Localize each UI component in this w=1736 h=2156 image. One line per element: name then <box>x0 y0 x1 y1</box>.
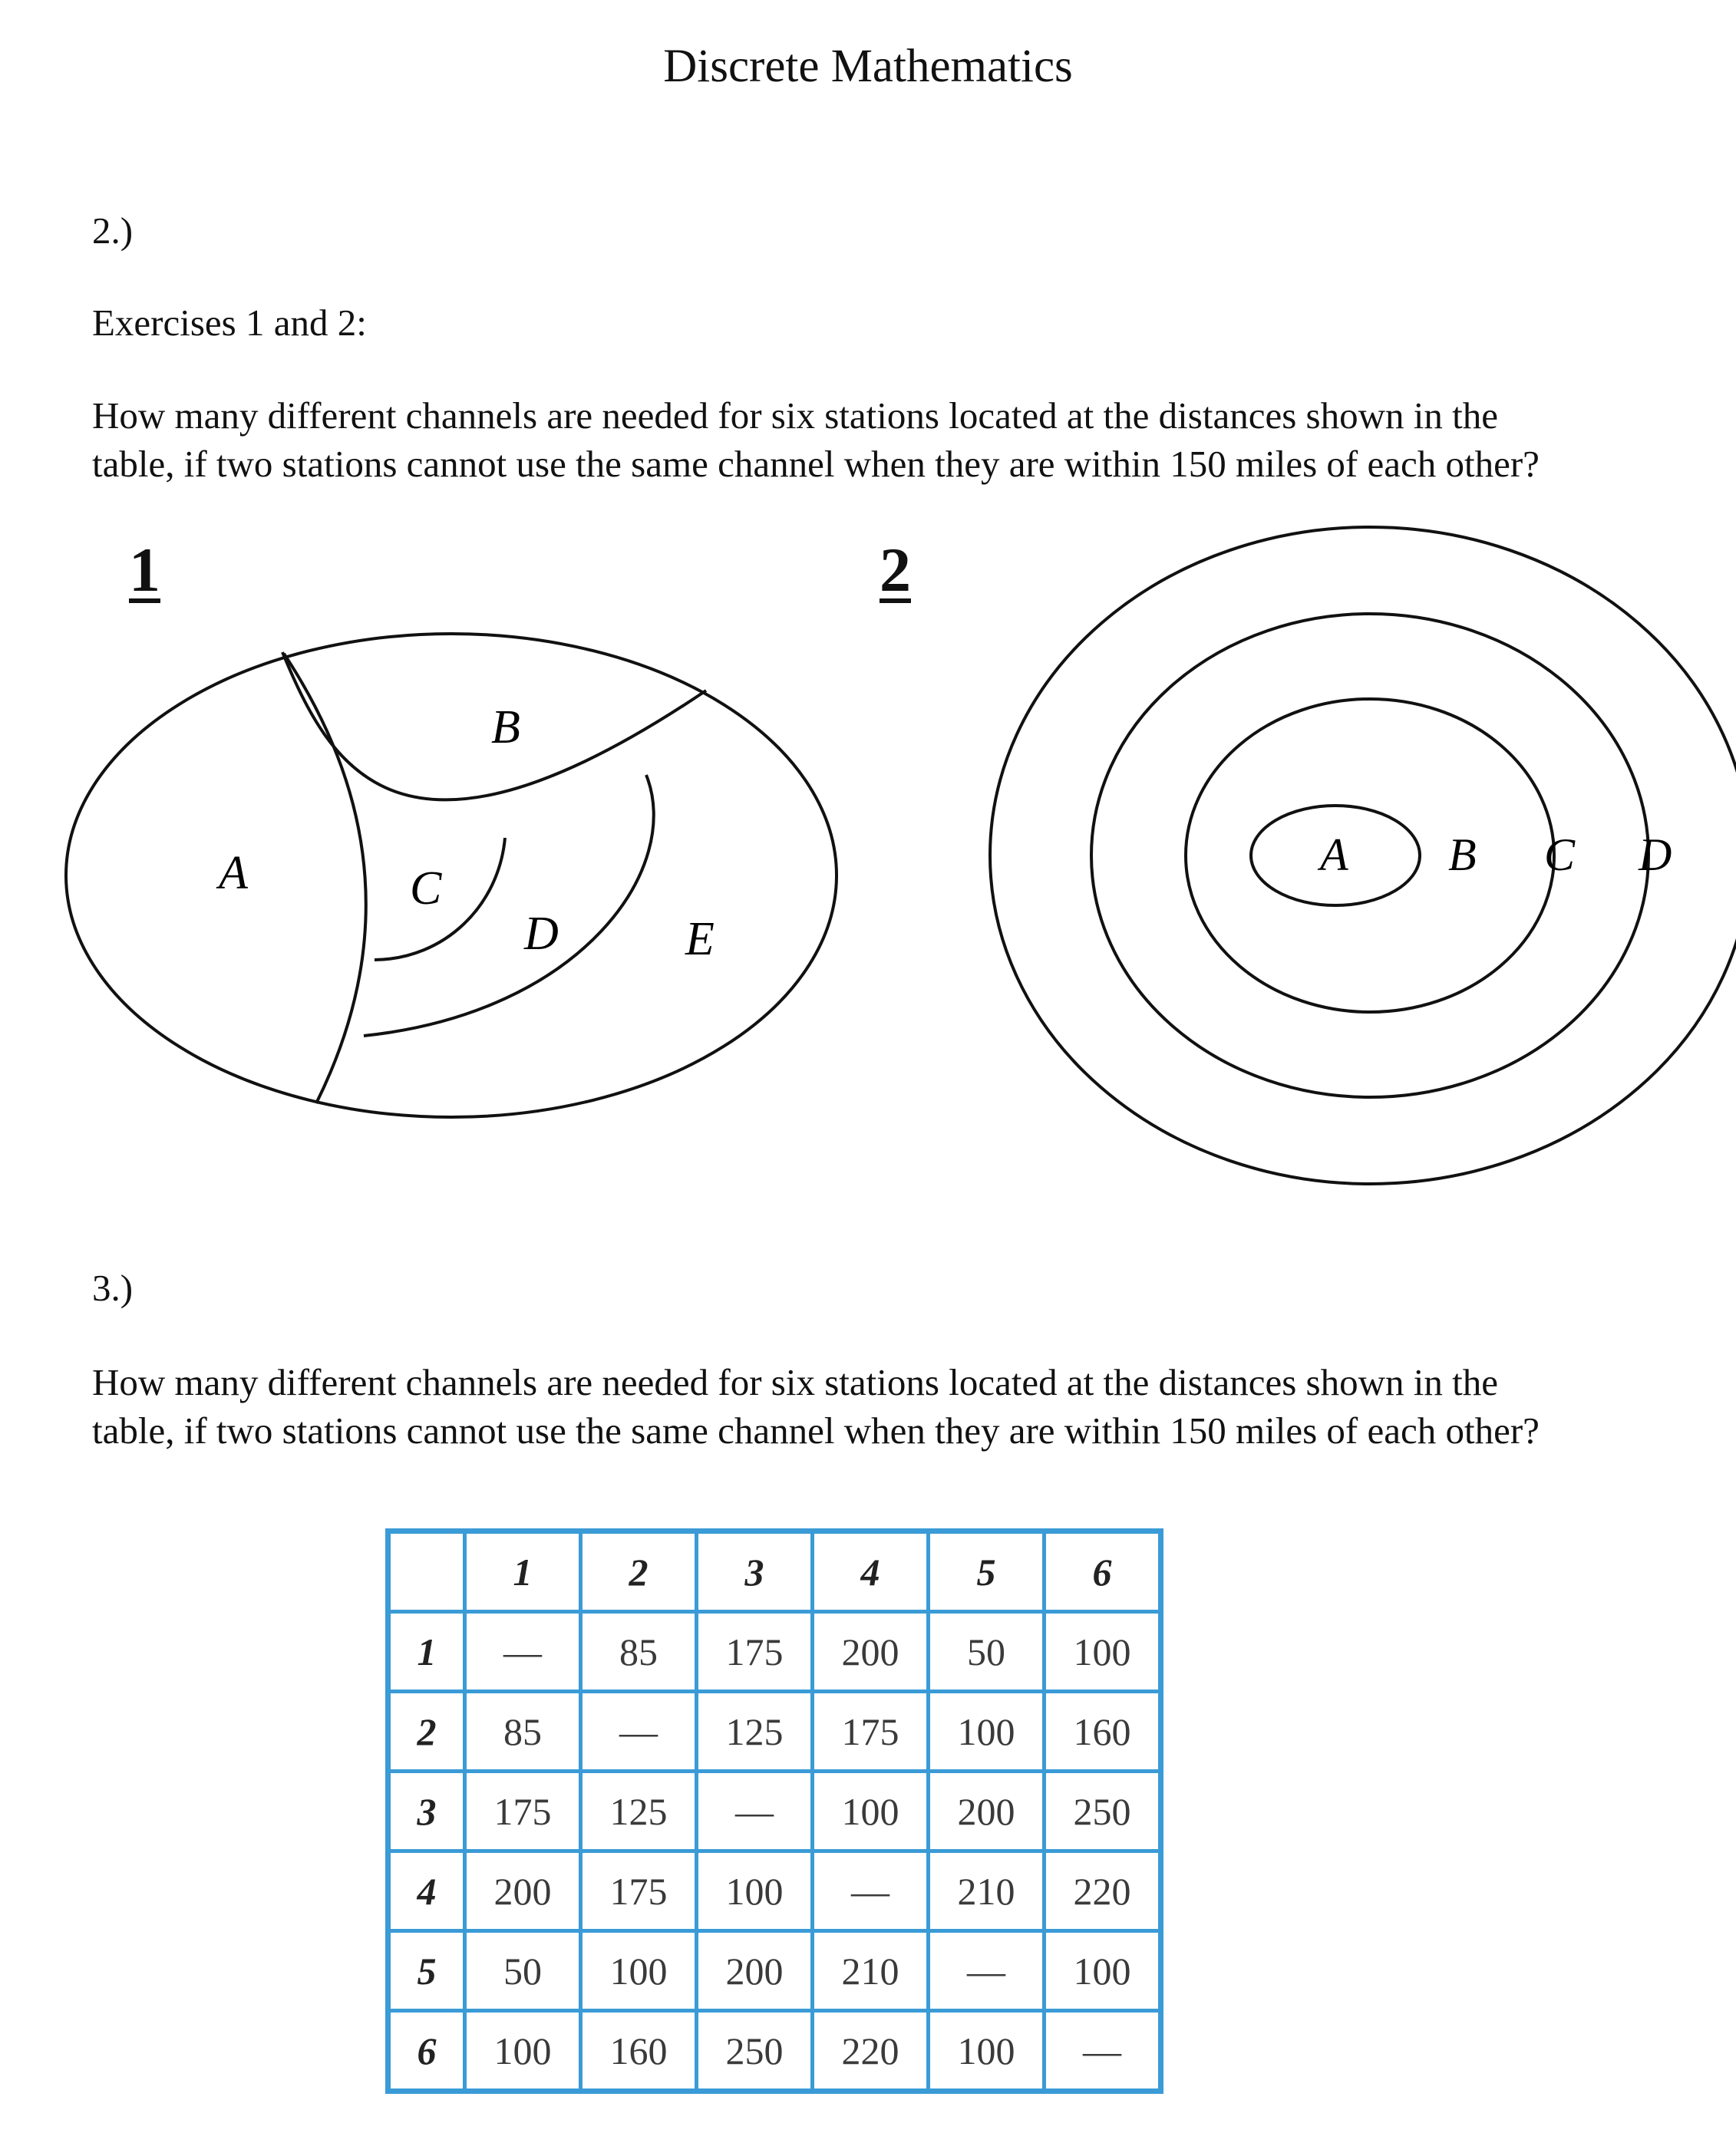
exercises-label: Exercises 1 and 2: <box>92 302 367 344</box>
boundary-d <box>364 775 654 1036</box>
table-cell: 125 <box>697 1692 813 1772</box>
column-header: 1 <box>465 1531 581 1612</box>
table-row <box>388 1931 1161 2011</box>
column-header: 3 <box>697 1531 813 1612</box>
table-cell: — <box>929 1931 1045 2011</box>
row-header: 6 <box>388 2011 465 2092</box>
ring-a-label: A <box>1320 829 1348 880</box>
table-cell: 100 <box>697 1851 813 1931</box>
column-header: 4 <box>813 1531 929 1612</box>
table-cell: 160 <box>581 2011 697 2092</box>
table-cell: 100 <box>581 1931 697 2011</box>
ring-c-label: C <box>1544 829 1576 880</box>
question-2-label: 2.) <box>92 209 134 252</box>
ring-d <box>990 527 1736 1184</box>
table-cell: 100 <box>465 2011 581 2092</box>
table-header-row <box>388 1531 1161 1612</box>
table-cell: 175 <box>581 1851 697 1931</box>
table-cell: 85 <box>465 1692 581 1772</box>
table-cell: 100 <box>929 2011 1045 2092</box>
table-cell: 100 <box>929 1692 1045 1772</box>
outer-boundary <box>66 634 837 1117</box>
table-cell: 200 <box>813 1612 929 1692</box>
region-e-label: E <box>685 913 715 965</box>
table-cell: 210 <box>929 1851 1045 1931</box>
table-cell: 160 <box>1045 1692 1161 1772</box>
question-3-line-2: table, if two stations cannot use the same channel when they are within 150 miles of each other? <box>92 1409 1540 1452</box>
table-cell: 100 <box>1045 1612 1161 1692</box>
region-c-label: C <box>410 862 442 915</box>
question-3-line-1: How many different channels are needed for six stations located at the distances shown in the <box>92 1361 1498 1403</box>
table-cell: 85 <box>581 1612 697 1692</box>
ring-d-label: D <box>1639 829 1672 880</box>
table-cell: 250 <box>1045 1772 1161 1851</box>
column-header: 5 <box>929 1531 1045 1612</box>
table-corner-cell <box>388 1531 465 1612</box>
column-header: 2 <box>581 1531 697 1612</box>
figure-2-number: 2 <box>880 535 911 605</box>
column-header: 6 <box>1045 1531 1161 1612</box>
table-cell: — <box>813 1851 929 1931</box>
table-cell: 50 <box>465 1931 581 2011</box>
table-cell: 220 <box>813 2011 929 2092</box>
table-cell: — <box>581 1692 697 1772</box>
table-cell: 100 <box>813 1772 929 1851</box>
figure-1-map <box>0 0 860 1151</box>
region-b-label: B <box>491 701 520 753</box>
table-cell: 220 <box>1045 1851 1161 1931</box>
table-row <box>388 1772 1161 1851</box>
question-2-line-1: How many different channels are needed for six stations located at the distances shown in the <box>92 394 1498 437</box>
table-row <box>388 1851 1161 1931</box>
question-2-line-2: table, if two stations cannot use the same channel when they are within 150 miles of each other? <box>92 443 1540 485</box>
row-header: 3 <box>388 1772 465 1851</box>
row-header: 5 <box>388 1931 465 2011</box>
table-cell: 200 <box>465 1851 581 1931</box>
question-3-text <box>92 1358 1704 1455</box>
table-cell: 200 <box>929 1772 1045 1851</box>
ring-b-label: B <box>1448 829 1477 880</box>
boundary-a <box>284 654 366 1103</box>
ring-b <box>1186 699 1554 1012</box>
distance-table <box>385 1528 1163 2094</box>
region-a-label: A <box>219 847 248 899</box>
table-cell: 175 <box>697 1612 813 1692</box>
question-3-label: 3.) <box>92 1267 134 1309</box>
table-row <box>388 1692 1161 1772</box>
row-header: 4 <box>388 1851 465 1931</box>
table-cell: 100 <box>1045 1931 1161 2011</box>
table-row <box>388 2011 1161 2092</box>
region-d-label: D <box>524 908 559 960</box>
figure-1-number: 1 <box>129 535 160 605</box>
table-cell: 200 <box>697 1931 813 2011</box>
table-cell: 125 <box>581 1772 697 1851</box>
table-cell: — <box>697 1772 813 1851</box>
row-header: 2 <box>388 1692 465 1772</box>
table-cell: — <box>465 1612 581 1692</box>
table-cell: 250 <box>697 2011 813 2092</box>
figure-2-map <box>921 499 1736 1205</box>
table-cell: 210 <box>813 1931 929 2011</box>
row-header: 1 <box>388 1612 465 1692</box>
page-title: Discrete Mathematics <box>663 41 1073 92</box>
table-row <box>388 1612 1161 1692</box>
table-cell: — <box>1045 2011 1161 2092</box>
table-cell: 175 <box>813 1692 929 1772</box>
table-cell: 50 <box>929 1612 1045 1692</box>
table-cell: 175 <box>465 1772 581 1851</box>
